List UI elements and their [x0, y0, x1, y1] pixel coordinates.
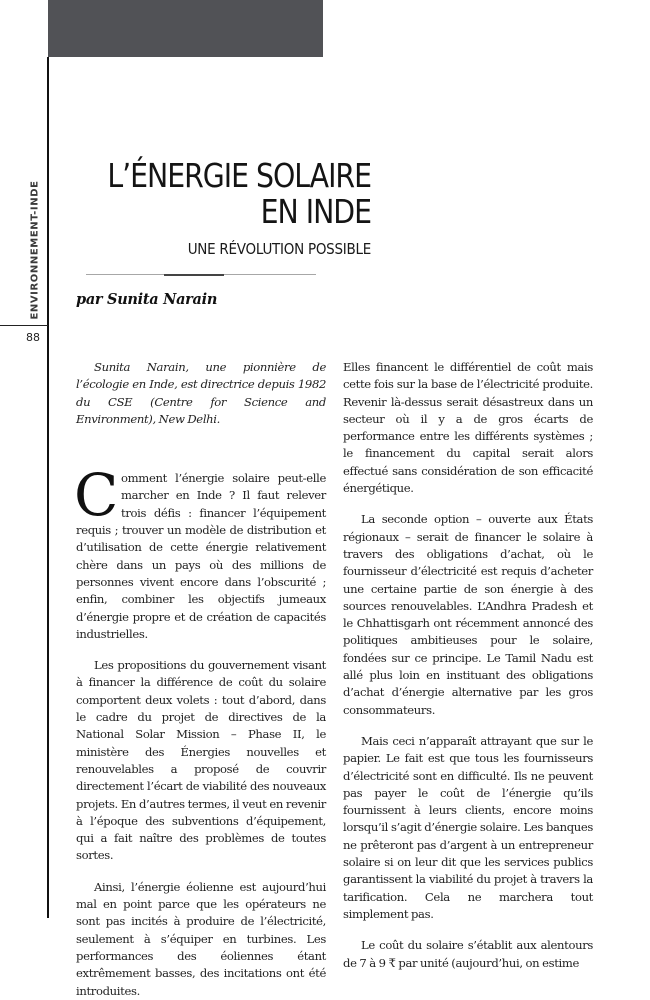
paragraph: Mais ceci n’apparaît attrayant que sur le papier. Le fait est que tous les fournisseurs d’électricité sont en difficulté. Ils ne peuvent pas payer le coût de l’énergie qu’ils fournissent à leurs clients, encore moins lorsqu’il s’agit d’énergie solaire. Les banques ne prêteront pas d’argent à un entrepreneur solaire si on leur dit que les services publics garantissent la viabilité du projet à travers la tarification. Cela ne marchera tout simplement pas. [343, 733, 593, 921]
page-number: 88 [26, 331, 40, 344]
margin-vertical-rule [47, 57, 49, 918]
paragraph-text: omment l’énergie solaire peut-elle marcher en Inde ? Il faut relever trois défis : financer l’équipement requis ; trouver un modèle de distribution et d’utilisation de cette énergie relativement chère dans un pays où des millions de personnes vivent encore dans l’obscurité ; enfin, combiner les objectifs jumeaux d’énergie propre et de création de capacités industrielles. [76, 471, 326, 641]
title-divider-accent [164, 274, 224, 276]
section-label: ENVIRONNEMENT-INDE [29, 180, 41, 320]
paragraph-intro [74, 461, 326, 643]
right-column [343, 359, 593, 972]
paragraph: La seconde option – ouverte aux États régionaux – serait de financer le solaire à travers des obligations d’achat, où le fournisseur d’électricité est requis d’acheter une certaine partie de son énergie à des sources renouvelables. L’Andhra Pradesh et le Chhattisgarh ont récemment annoncé des politiques ambitieuses pour le solaire, fondées sur ce principe. Le Tamil Nadu est allé plus loin en instituant des obligations d’achat d’énergie alternative par les gros consommateurs. [343, 512, 593, 717]
byline: par Sunita Narain [76, 291, 218, 308]
paragraph: Le coût du solaire s’établit aux alentours de 7 à 9 ₹ par unité (aujourd’hui, on estime [343, 938, 593, 970]
margin-horizontal-rule [0, 325, 48, 326]
article-subtitle: UNE RÉVOLUTION POSSIBLE [187, 240, 371, 258]
paragraph: Ainsi, l’énergie éolienne est aujourd’hui mal en point parce que les opérateurs ne sont pas incités à produire de l’électricité, seulement à s’équiper en turbines. Les performances des éoliennes étant extrêmement basses, des incitations ont été introduites. [76, 879, 326, 998]
article-title-line-1: L’ÉNERGIE SOLAIRE [107, 156, 372, 195]
paragraph: Les propositions du gouvernement visant à financer la différence de coût du solaire comportent deux volets : tout d’abord, dans le cadre du projet de directives de la National Solar Mission – Phase II, le ministère des Énergies nouvelles et renouvelables a proposé de couvrir directement l’écart de viabilité des nouveaux projets. En d’autres termes, il veut en revenir à l’époque des subventions d’équipement, qui a fait naître des problèmes de toutes sortes. [76, 658, 326, 863]
header-band [48, 0, 323, 57]
paragraph-continued: Elles financent le différentiel de coût mais cette fois sur la base de l’électricité produite. Revenir là-dessus serait désastreux dans un secteur où il y a de gros écarts de performance entre les différents systèmes ; le financement du capital serait alors effectué sans considération de son efficacité énergétique. [343, 360, 593, 496]
article-title-line-2: EN INDE [260, 192, 371, 231]
left-column [76, 359, 326, 1000]
drop-cap: C [74, 461, 119, 530]
title-divider [86, 274, 316, 275]
author-bio: Sunita Narain, une pionnière de l’écologie en Inde, est directrice depuis 1982 du CSE (Centre for Science and Environment), New Delhi. [76, 360, 326, 426]
